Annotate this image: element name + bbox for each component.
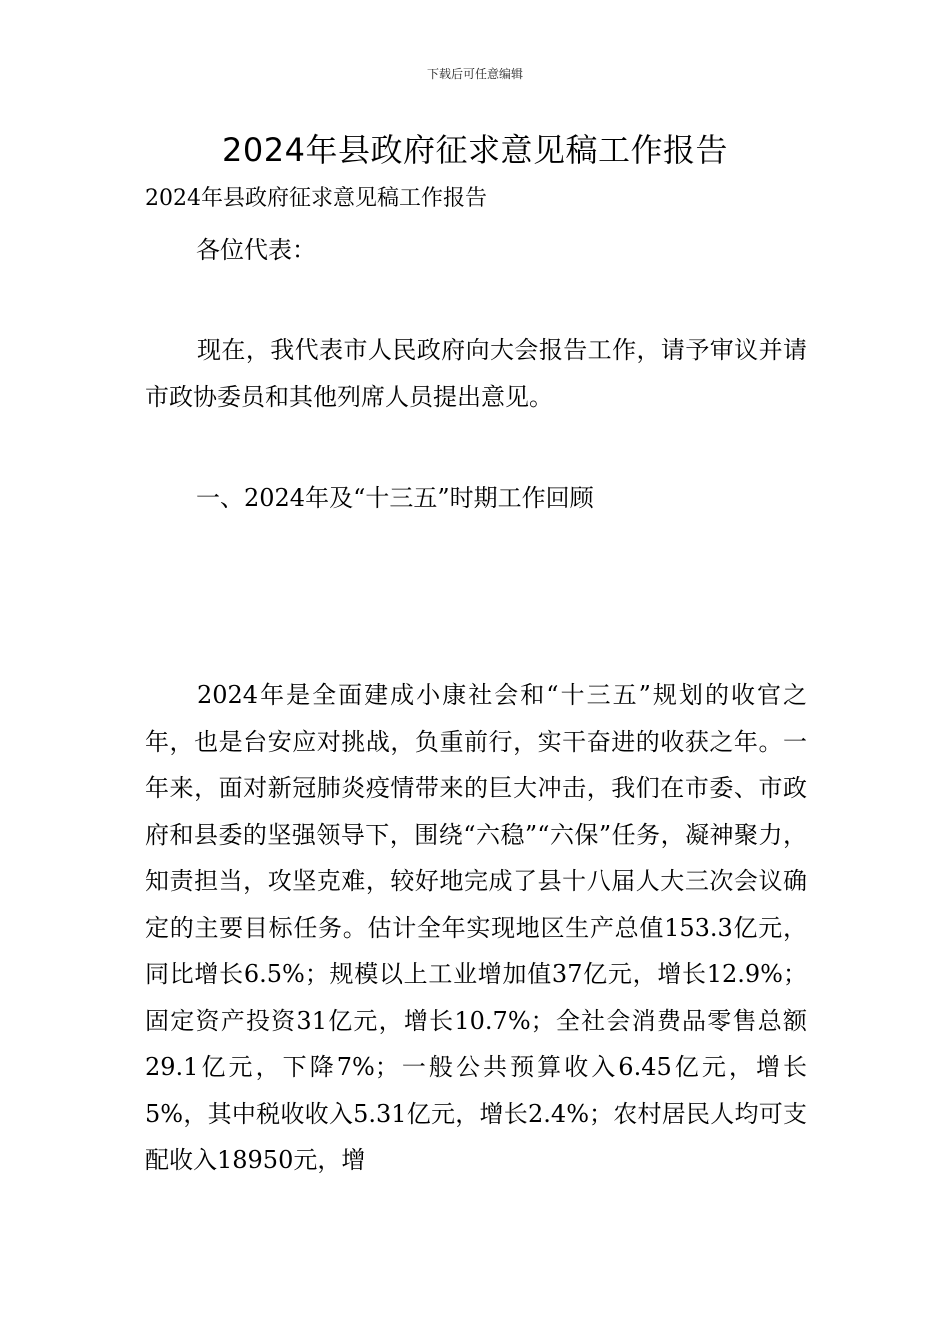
intro-paragraph: 现在，我代表市人民政府向大会报告工作，请予审议并请市政协委员和其他列席人员提出意见。 [145, 336, 807, 411]
section-heading: 一、2024年及“十三五”时期工作回顾 [196, 484, 594, 512]
body-paragraph: 2024年是全面建成小康社会和“十三五”规划的收官之年，也是台安应对挑战，负重前行，实干奋进的收获之年。一年来，面对新冠肺炎疫情带来的巨大冲击，我们在市委、市政府和县委的坚强领导下，围绕“六稳”“六保”任务，凝神聚力，知责担当，攻坚克难，较好地完成了县十八届人大三次会议确定的主要目标任务。估计全年实现地区生产总值153.3亿元，同比增长6.5%；规模以上工业增加值37亿元，增长12.9%；固定资产投资31亿元，增长10.7%；全社会消费品零售总额29.1亿元，下降7%；一般公共预算收入6.45亿元，增长5%，其中税收收入5.31亿元，增长2.4%；农村居民人均可支配收入18950元，增 [145, 681, 807, 1174]
salutation: 各位代表： [196, 236, 316, 264]
document-subtitle: 2024年县政府征求意见稿工作报告 [145, 186, 487, 211]
document-title: 2024年县政府征求意见稿工作报告 [222, 131, 728, 169]
page-header-note: 下载后可任意编辑 [426, 67, 523, 81]
